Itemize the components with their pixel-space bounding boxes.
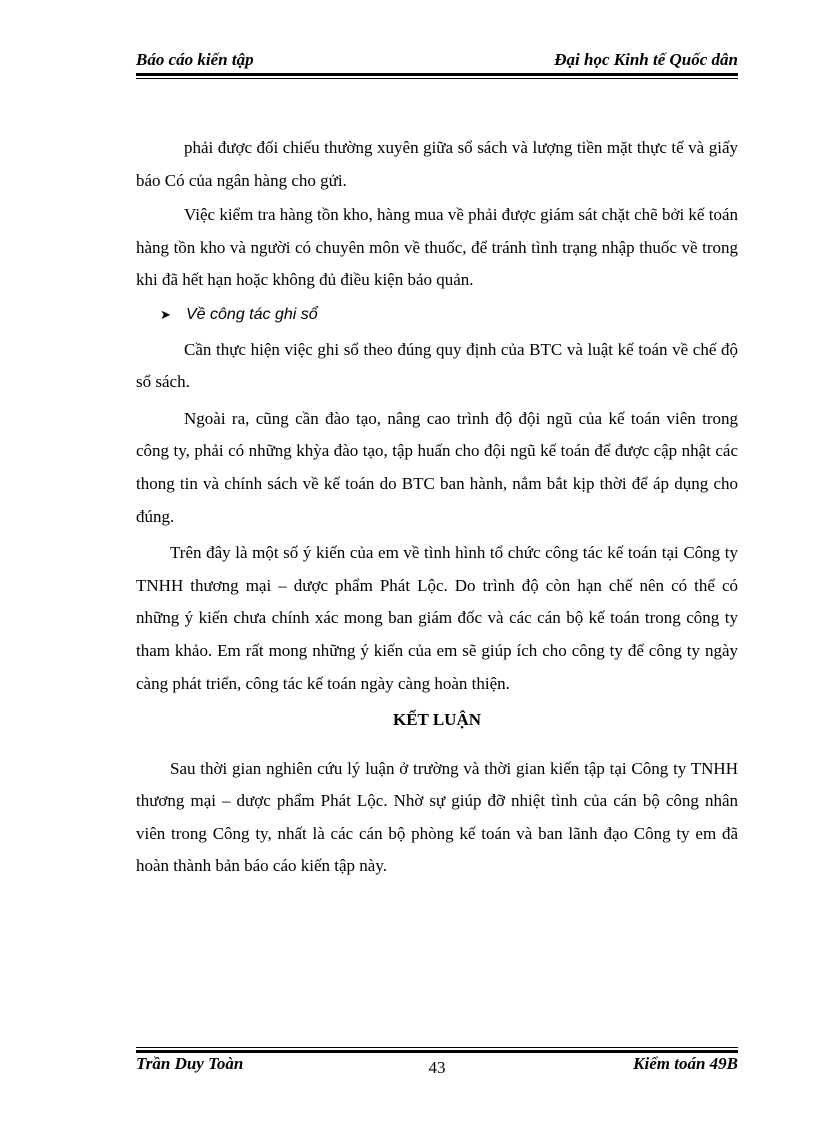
header-report-title: Báo cáo kiến tập: [136, 50, 254, 69]
page-footer: [136, 1054, 738, 1078]
paragraph-inventory-check: Việc kiểm tra hàng tồn kho, hàng mua về phải được giám sát chặt chẽ bởi kế toán hàng tồn kho và người có chuyên môn về thuốc, để tránh tình trạng nhập thuốc về trong khi đã hết hạn hoặc không đủ điều kiện bảo quản.: [136, 205, 738, 290]
paragraph-conclusion: Sau thời gian nghiên cứu lý luận ở trường và thời gian kiến tập tại Công ty TNHH thương mại – dược phẩm Phát Lộc. Nhờ sự giúp đỡ nhiệt tình của cán bộ công nhân viên trong Công ty, nhất là các cán bộ phòng kế toán và ban lãnh đạo Công ty em đã hoàn thành bản báo cáo kiến tập này.: [136, 758, 738, 876]
page-number: 43: [428, 1058, 446, 1077]
page-body: [136, 132, 738, 883]
paragraph-staff-training: Ngoài ra, cũng cần đào tạo, nâng cao trình độ đội ngũ của kế toán viên trong công ty, phải có những khỳa đào tạo, tập huấn cho đội ngũ kế toán để được cập nhật các thong tin và chính sách về kế toán do BTC ban hành, nắm bắt kịp thời để áp dụng cho đúng.: [136, 408, 738, 526]
paragraph-bookkeeping-rules: Cần thực hiện việc ghi sổ theo đúng quy định của BTC và luật kế toán về chế độ sổ sách.: [136, 339, 738, 392]
footer-rule-thin: [136, 1047, 738, 1048]
header-rule-thin: [136, 78, 738, 79]
footer-class: Kiểm toán 49B: [633, 1054, 738, 1073]
footer-rule-thick: [136, 1050, 738, 1053]
footer-author: Trần Duy Toàn: [136, 1054, 244, 1073]
arrow-bullet-icon: ➤: [160, 306, 171, 322]
bullet-bookkeeping-label: Về công tác ghi sổ: [186, 305, 318, 323]
header-university-name: Đại học Kinh tế Quốc dân: [554, 50, 738, 69]
page-header: [136, 50, 738, 72]
header-rule-thick: [136, 73, 738, 76]
paragraph-cash-reconciliation: phải được đối chiếu thường xuyên giữa sổ sách và lượng tiền mặt thực tế và giấy báo Có của ngân hàng cho gửi.: [136, 138, 738, 190]
heading-conclusion: KẾT LUẬN: [392, 710, 481, 730]
bullet-bookkeeping: [160, 299, 738, 332]
paragraph-summary-opinion: Trên đây là một số ý kiến của em về tình hình tổ chức công tác kế toán tại Công ty TNHH thương mại – dược phẩm Phát Lộc. Do trình độ còn hạn chế nên có thể có những ý kiến chưa chính xác mong ban giám đốc và các cán bộ kế toán trong công ty tham khảo. Em rất mong những ý kiến của em sẽ giúp ích cho công ty để công ty ngày càng phát triển, công tác kế toán ngày càng hoàn thiện.: [136, 543, 738, 693]
